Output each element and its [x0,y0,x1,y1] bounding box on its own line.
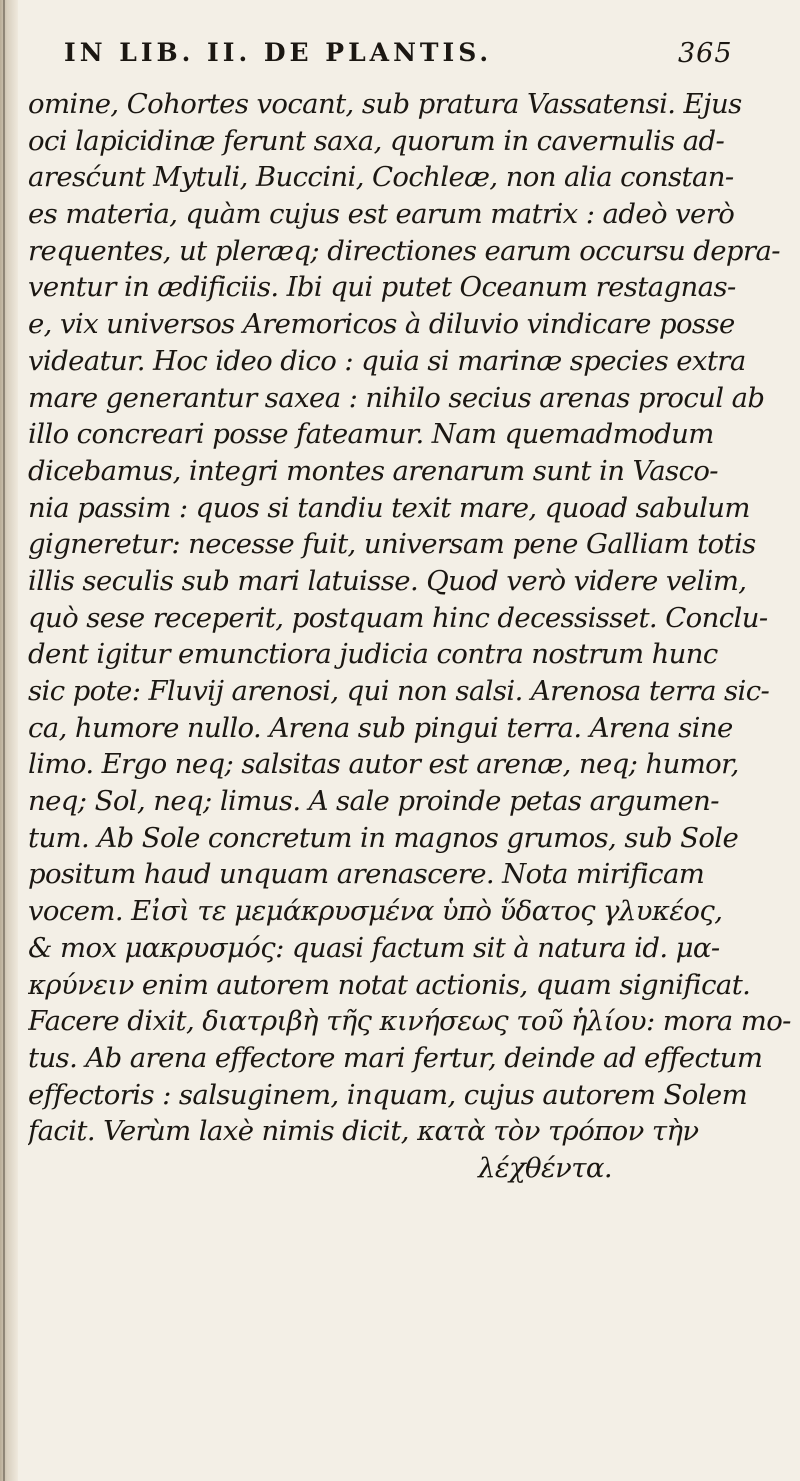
text-line: videatur. Hoc ideo dico : quia si marinæ species extra [28,344,746,377]
text-line: Facere dixit, διατριβὴ τῆς κινήσεως τοῦ ἡλίου: mora mo- [28,1005,791,1038]
text-line: e, vix universos Aremoricos à diluvio vindicare posse [28,308,735,341]
text-line: illis seculis sub mari latuisse. Quod verò videre velim, [28,564,747,597]
text-line: facit. Verùm laxè nimis dicit, κατὰ τὸν τρόπον τὴν [28,1115,699,1148]
text-line: requentes, ut pleræq; directiones earum occursu depra- [28,234,780,267]
text-line: gigneretur: necesse fuit, universam pene Galliam totis [28,528,756,561]
running-head [28,38,794,86]
text-line: es materia, quàm cujus est earum matrix : adeò verò [28,198,735,231]
body-text [28,86,794,1187]
text-line: dent igitur emunctiora judicia contra nostrum hunc [28,638,718,671]
text-line: illo concreari posse fateamur. Nam quemadmodum [28,418,714,451]
text-line: κρύνειν enim autorem notat actionis, quam significat. [28,968,751,1001]
text-line: tus. Ab arena effectore mari fertur, deinde ad effectum [28,1041,763,1074]
text-line: ventur in ædificiis. Ibi qui putet Oceanum restagnas- [28,271,736,304]
text-line: ca, humore nullo. Arena sub pingui terra. Arena sine [28,711,733,744]
text-line: quò sese receperit, postquam hinc decessisset. Conclu- [28,601,768,634]
text-line: omine, Cohortes vocant, sub pratura Vassatensi. Ejus [28,88,742,120]
running-head-title: IN LIB. II. DE PLANTIS. [64,38,493,67]
text-line: aresćunt Mytuli, Buccini, Cochleæ, non alia constan- [28,161,734,194]
text-line: λέχθέντα. [478,1151,613,1184]
text-line: dicebamus, integri montes arenarum sunt in Vasco- [28,454,718,487]
text-line: nia passim : quos si tandiu texit mare, quoad sabulum [28,491,750,524]
text-line: limo. Ergo neq; salsitas autor est arenæ, neq; humor, [28,748,739,781]
text-line: vocem. Εἰσὶ τε μεμάκρυσμένα ὑπὸ ὕδατος γλυκέος, [28,895,723,928]
text-line: sic pote: Fluvij arenosi, qui non salsi. Arenosa terra sic- [28,675,770,707]
binding-line [3,0,5,1481]
text-line: tum. Ab Sole concretum in magnos grumos, sub Sole [28,821,739,854]
text-line: neq; Sol, neq; limus. A sale proinde petas argumen- [28,785,719,818]
page-number: 365 [678,38,733,69]
text-line: oci lapicidinæ ferunt saxa, quorum in cavernulis ad- [28,124,725,157]
text-line: mare generantur saxea : nihilo secius arenas procul ab [28,381,765,414]
text-line: effectoris : salsuginem, inquam, cujus autorem Solem [28,1078,748,1111]
text-line: positum haud unquam arenascere. Nota mirificam [28,858,705,891]
book-page [28,38,794,1187]
text-line: & mox μακρυσμός: quasi factum sit à natura id. μα- [28,931,720,964]
